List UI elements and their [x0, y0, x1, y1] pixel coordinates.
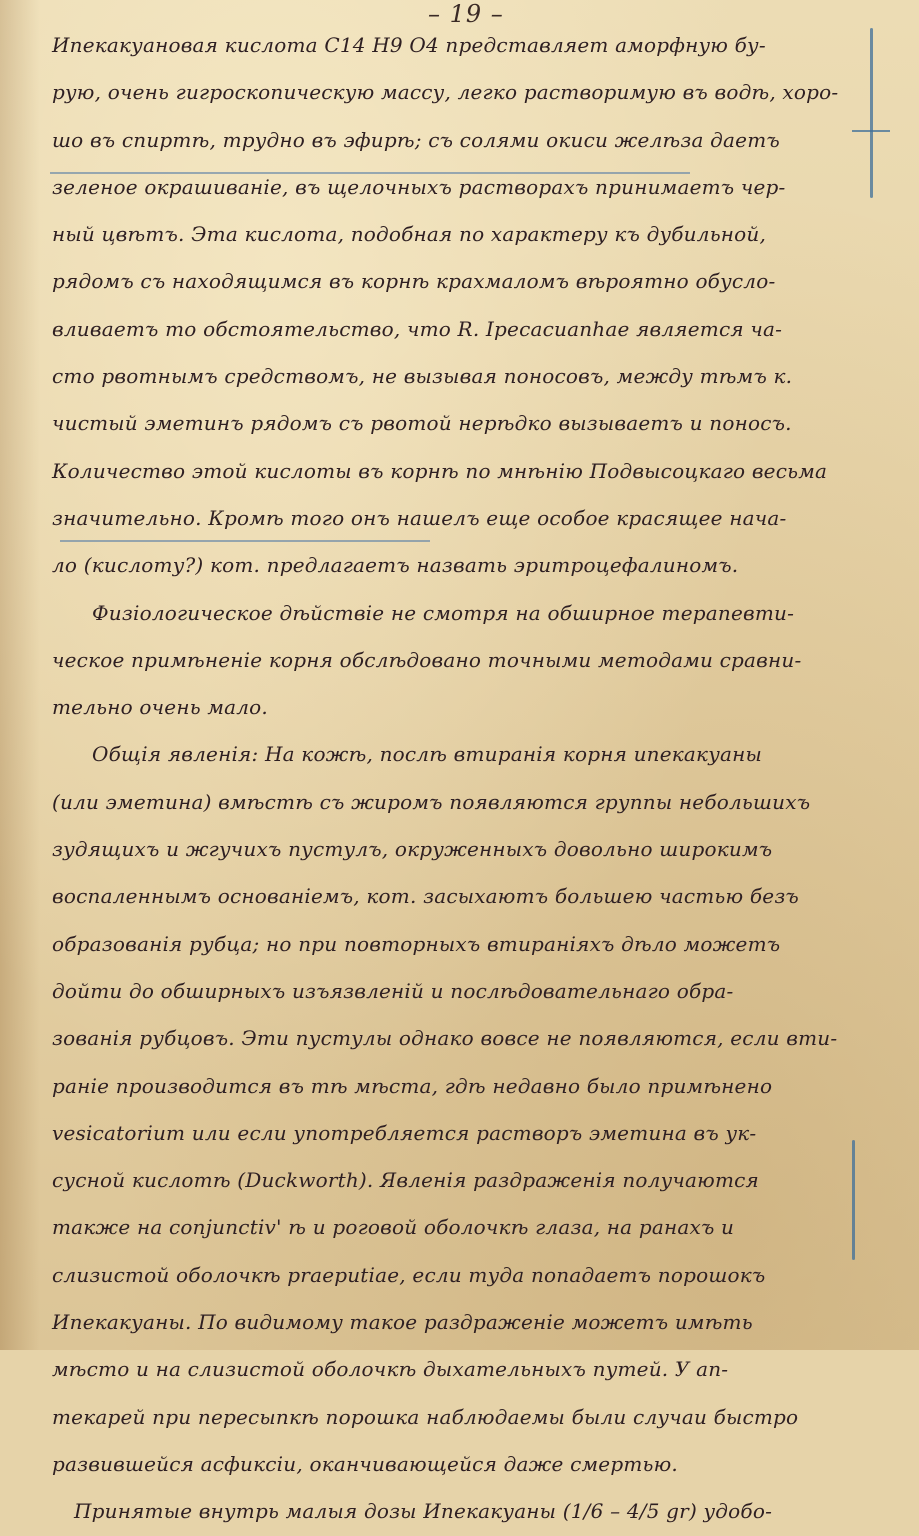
manuscript-line: развившейся асфиксіи, оканчивающейся даже смертью. [52, 1451, 678, 1476]
manuscript-line: слизистой оболочкѣ praeputiae, если туда попадаетъ порошокъ [52, 1262, 766, 1287]
manuscript-line: зованія рубцовъ. Эти пустулы однако вовсе не появляются, если вти- [52, 1026, 838, 1051]
manuscript-line: мѣсто и на слизистой оболочкѣ дыхательныхъ путей. У ап- [52, 1357, 729, 1382]
manuscript-line: Ипекакуаны. По видимому такое раздраженіе можетъ имѣть [52, 1310, 753, 1335]
manuscript-line: значительно. Кромѣ того онъ нашелъ еще особое красящее нача- [52, 505, 787, 530]
manuscript-line: раніе производится въ тѣ мѣста, гдѣ недавно было примѣнено [52, 1073, 773, 1098]
manuscript-line: также на conjunctiv' ѣ и роговой оболочкѣ глаза, на ранахъ и [52, 1215, 735, 1240]
manuscript-text [52, 22, 858, 1536]
manuscript-line: ческое примѣненіе корня обслѣдовано точными методами сравни- [52, 647, 802, 672]
margin-mark [870, 28, 873, 198]
manuscript-line: зеленое окрашиваніе, въ щелочныхъ растворахъ принимаетъ чер- [52, 174, 786, 199]
manuscript-line: vesicatorium или если употребляется растворъ эметина въ ук- [52, 1120, 757, 1145]
manuscript-line: текарей при пересыпкѣ порошка наблюдаемы были случаи быстро [52, 1404, 799, 1429]
manuscript-line: сусной кислотѣ (Duckworth). Явленія раздраженія получаются [52, 1168, 759, 1193]
manuscript-line: воспаленнымъ основаніемъ, кот. засыхаютъ большею частью безъ [52, 884, 799, 909]
manuscript-line: зудящихъ и жгучихъ пустулъ, окруженныхъ довольно широкимъ [52, 837, 773, 862]
manuscript-line: образованія рубца; но при повторныхъ втираніяхъ дѣло можетъ [52, 931, 781, 956]
manuscript-line: ный цвѣтъ. Эта кислота, подобная по характеру къ дубильной, [52, 222, 767, 247]
page-number: – 19 – [428, 0, 504, 28]
manuscript-line: Ипекакуановая кислота C14 H9 O4 представляет аморфную бу- [52, 33, 766, 57]
manuscript-line: вливаетъ то обстоятельство, что R. Ipecacuanhae является ча- [52, 316, 783, 341]
manuscript-line: сто рвотнымъ средствомъ, не вызывая поносовъ, между тѣмъ к. [52, 364, 793, 389]
manuscript-line: Принятые внутрь малыя дозы Ипекакуаны (1/6 – 4/5 gr) удобо- [74, 1499, 773, 1524]
manuscript-line: шо въ спиртѣ, трудно въ эфирѣ; съ солями окиси желѣза даетъ [52, 127, 780, 152]
manuscript-line: Количество этой кислоты въ корнѣ по мнѣнію Подвысоцкаго весьма [52, 458, 828, 483]
manuscript-line: (или эметина) вмѣстѣ съ жиромъ появляются группы небольшихъ [52, 789, 811, 814]
manuscript-line: рядомъ съ находящимся въ корнѣ крахмаломъ вѣроятно обусло- [52, 269, 776, 294]
manuscript-line: Физіологическое дѣйствіе не смотря на обширное терапевти- [92, 600, 795, 625]
manuscript-line: ло (кислоту?) кот. предлагаетъ назвать эритроцефалиномъ. [52, 553, 739, 578]
manuscript-line: тельно очень мало. [52, 695, 268, 720]
manuscript-line: дойти до обширныхъ изъязвленій и послѣдовательнаго обра- [52, 978, 734, 1003]
manuscript-line: рую, очень гигроскопическую массу, легко растворимую въ водѣ, хоро- [52, 80, 839, 105]
manuscript-line: чистый эметинъ рядомъ съ рвотой нерѣдко вызываетъ и поносъ. [52, 411, 792, 436]
manuscript-line: Общія явленія: На кожѣ, послѣ втиранія корня ипекакуаны [92, 742, 762, 767]
